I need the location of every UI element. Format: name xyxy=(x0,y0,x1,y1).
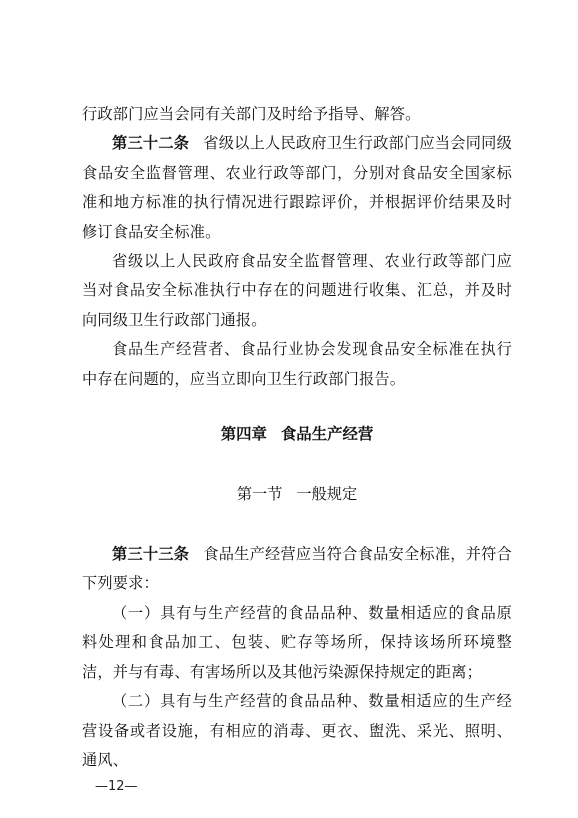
chapter-heading xyxy=(82,420,512,449)
document-body xyxy=(82,100,512,775)
article-text: 食品生产经营应当符合食品安全标准，并符合下列要求： xyxy=(82,545,513,593)
paragraph: 省级以上人民政府食品安全监督管理、农业行政等部门应当对食品安全标准执行中存在的问题进行收集、汇总，并及时向同级卫生行政部门通报。 xyxy=(82,252,512,329)
paragraph-continuation: 行政部门应当会同有关部门及时给予指导、解答。 xyxy=(82,105,421,123)
page-number: —12— xyxy=(95,779,138,794)
article-number: 第三十二条 xyxy=(112,134,190,153)
section-heading xyxy=(82,480,512,509)
section-number: 第一节 xyxy=(236,485,283,504)
list-item: （二）具有与生产经营的食品品种、数量相适应的生产经营设备或者设施，有相应的消毒、更衣、盥洗、采光、照明、通风、 xyxy=(82,692,512,769)
article-text: 省级以上人民政府卫生行政部门应当会同同级食品安全监督管理、农业行政等部门，分别对食品安全国家标准和地方标准的执行情况进行跟踪评价，并根据评价结果及时修订食品安全标准。 xyxy=(82,134,513,241)
article-32-paragraph xyxy=(82,129,512,247)
chapter-title: 食品生产经营 xyxy=(280,425,374,444)
article-33-paragraph xyxy=(82,540,512,599)
paragraph: 食品生产经营者、食品行业协会发现食品安全标准在执行中存在问题的，应当立即向卫生行政部门报告。 xyxy=(82,340,512,388)
list-item: （一）具有与生产经营的食品品种、数量相适应的食品原料处理和食品加工、包装、贮存等场所，保持该场所环境整洁，并与有毒、有害场所以及其他污染源保持规定的距离； xyxy=(82,603,512,681)
section-title: 一般规定 xyxy=(296,485,358,504)
chapter-number: 第四章 xyxy=(220,425,267,444)
article-number: 第三十三条 xyxy=(112,545,190,564)
